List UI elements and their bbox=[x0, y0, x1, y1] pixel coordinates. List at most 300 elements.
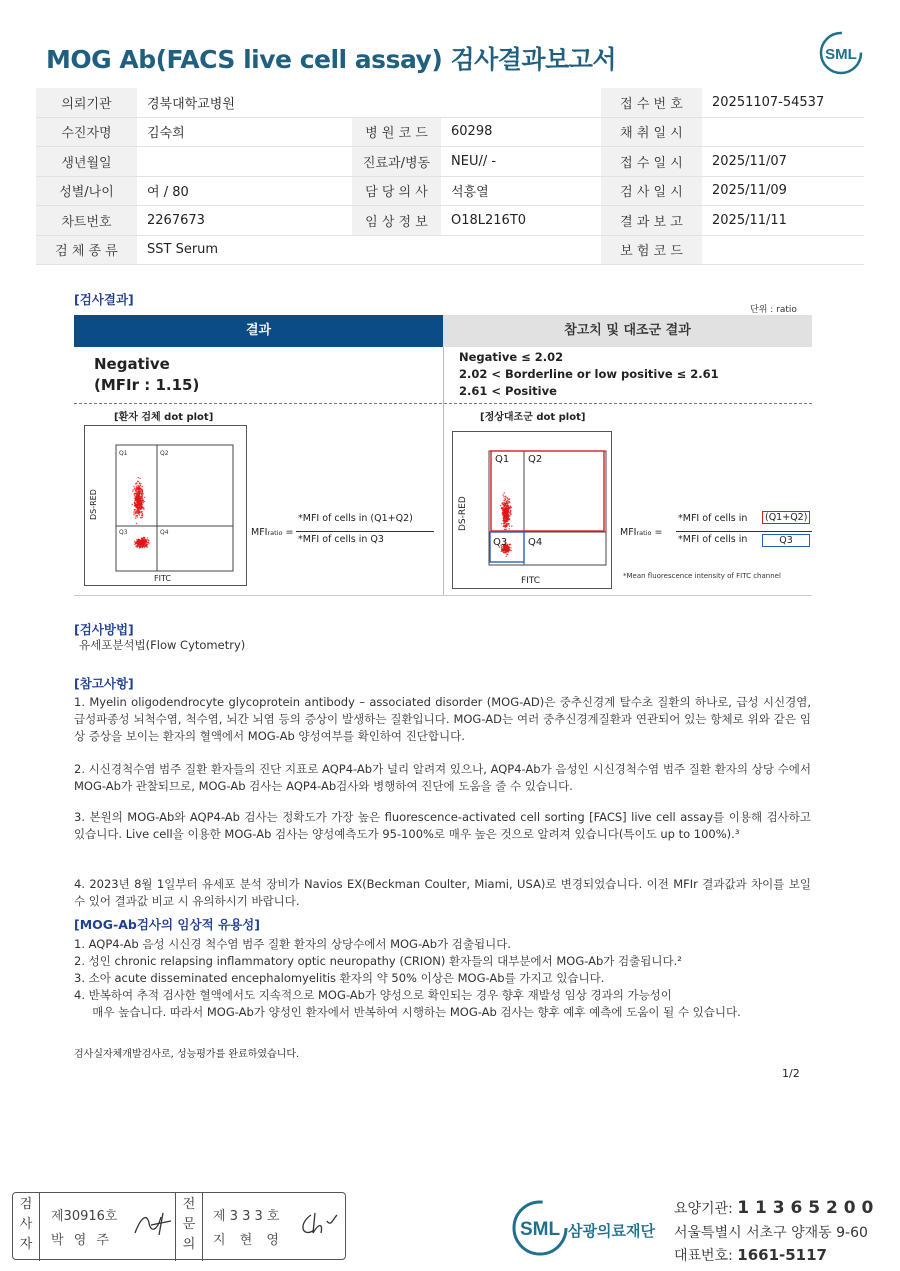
dot bbox=[138, 541, 139, 542]
dot bbox=[136, 539, 137, 540]
dot bbox=[505, 515, 506, 516]
footer-sml-logo bbox=[510, 1198, 570, 1258]
dot bbox=[136, 523, 137, 524]
dot bbox=[507, 551, 508, 552]
q1q2-box: (Q1+Q2) bbox=[762, 511, 810, 524]
dot bbox=[504, 523, 505, 524]
dot bbox=[135, 517, 136, 518]
dashed-divider bbox=[74, 403, 812, 404]
dot bbox=[139, 487, 140, 488]
dot bbox=[508, 550, 509, 551]
quadrant-label-q2: Q2 bbox=[528, 454, 543, 465]
dot bbox=[136, 500, 137, 501]
info-label: 의뢰기관 bbox=[36, 88, 137, 117]
dot bbox=[507, 503, 508, 504]
dot bbox=[142, 507, 143, 508]
dot bbox=[506, 556, 507, 557]
phone-number: 1661-5117 bbox=[737, 1246, 827, 1264]
dot bbox=[142, 495, 143, 496]
dot bbox=[138, 489, 139, 490]
info-value bbox=[441, 235, 601, 265]
dot bbox=[142, 546, 143, 547]
dot bbox=[504, 529, 505, 530]
dot bbox=[511, 550, 512, 551]
dot bbox=[137, 544, 138, 545]
info-label: 검 체 종 류 bbox=[36, 235, 137, 265]
dot bbox=[142, 538, 143, 539]
dot bbox=[142, 499, 143, 500]
info-value: 2025/11/07 bbox=[702, 147, 864, 177]
mfi-label: MFI bbox=[620, 527, 637, 538]
dot bbox=[502, 514, 503, 515]
dot bbox=[503, 504, 504, 505]
dot bbox=[136, 511, 137, 512]
info-label: 접 수 일 시 bbox=[601, 147, 702, 177]
result-value bbox=[94, 354, 199, 396]
quadrant-label-q1: Q1 bbox=[119, 450, 128, 457]
dot bbox=[509, 528, 510, 529]
dot bbox=[136, 547, 137, 548]
info-label bbox=[352, 235, 441, 265]
ratio-subscript: ratio bbox=[267, 529, 283, 537]
fraction-bar bbox=[296, 531, 434, 532]
report-title: MOG Ab(FACS live cell assay) 검사결과보고서 bbox=[46, 45, 617, 74]
dot bbox=[140, 500, 141, 501]
info-value bbox=[441, 88, 601, 117]
label-char: 문 bbox=[182, 1217, 196, 1232]
control-plot-title: [정상대조군 dot plot] bbox=[480, 412, 586, 423]
info-label: 생년월일 bbox=[36, 147, 137, 177]
logo-text: SML bbox=[825, 46, 857, 63]
info-value: 김숙희 bbox=[137, 117, 352, 147]
note-paragraph: 4. 2023년 8월 1일부터 유세포 분석 장비가 Navios EX(Beckman Coulter, Miami, USA)로 변경되었습니다. 이전 MFIr 결과값과 차이를 보일 수 있어 결과값 비교 시 유의하시기 바랍니다. bbox=[74, 877, 811, 908]
info-label: 접 수 번 호 bbox=[601, 88, 702, 117]
reference-line: 2.61 < Positive bbox=[459, 384, 557, 398]
dot bbox=[138, 510, 139, 511]
dot bbox=[135, 509, 136, 510]
info-value: SST Serum bbox=[137, 235, 352, 265]
info-label: 수진자명 bbox=[36, 117, 137, 147]
result-mfir: (MFIr : 1.15) bbox=[94, 376, 200, 394]
dot bbox=[141, 494, 142, 495]
dot bbox=[504, 505, 505, 506]
info-row bbox=[36, 176, 864, 206]
dot bbox=[141, 544, 142, 545]
dot bbox=[139, 494, 140, 495]
dot bbox=[141, 540, 142, 541]
dot bbox=[137, 481, 138, 482]
dot bbox=[502, 502, 503, 503]
patient-formula-numerator: *MFI of cells in (Q1+Q2) bbox=[298, 513, 413, 524]
dot bbox=[132, 504, 133, 505]
utility-item: 2. 성인 chronic relapsing inflammatory optic neuropathy (CRION) 환자들의 대부분에서 MOG-Ab가 검출됩니다.² bbox=[74, 954, 682, 968]
dot bbox=[141, 492, 142, 493]
dot bbox=[135, 503, 136, 504]
dot bbox=[507, 517, 508, 518]
dot bbox=[138, 513, 139, 514]
dot bbox=[510, 507, 511, 508]
dot bbox=[139, 512, 140, 513]
info-value: 석흥열 bbox=[441, 176, 601, 206]
dot bbox=[137, 493, 138, 494]
utility-item: 4. 반복하여 추적 검사한 혈액에서도 지속적으로 MOG-Ab가 양성으로 확인되는 경우 향후 재발성 임상 경과의 가능성이 bbox=[74, 988, 672, 1002]
q3-box: Q3 bbox=[762, 534, 810, 547]
dot bbox=[135, 483, 136, 484]
mfi-label: MFI bbox=[251, 527, 268, 538]
info-row bbox=[36, 147, 864, 177]
dot bbox=[133, 514, 134, 515]
dot bbox=[138, 477, 139, 478]
dot bbox=[503, 507, 504, 508]
quadrant-label-q3: Q3 bbox=[493, 537, 508, 548]
dot bbox=[143, 541, 144, 542]
result-bottom-line bbox=[74, 595, 812, 596]
patient-plot-title: [환자 검체 dot plot] bbox=[114, 412, 214, 423]
utility-heading: [MOG-Ab검사의 임상적 유용성] bbox=[74, 917, 260, 932]
dot bbox=[509, 525, 510, 526]
info-value bbox=[702, 235, 864, 265]
dot bbox=[139, 503, 140, 504]
dot bbox=[138, 539, 139, 540]
dot bbox=[143, 502, 144, 503]
info-value: 60298 bbox=[441, 117, 601, 147]
institution-code: 1 1 3 6 5 2 0 0 bbox=[737, 1198, 874, 1218]
dot bbox=[136, 494, 137, 495]
utility-list bbox=[74, 936, 811, 1021]
patient-info-table bbox=[36, 88, 864, 265]
dot bbox=[136, 505, 137, 506]
dot bbox=[134, 488, 135, 489]
dot bbox=[510, 547, 511, 548]
dot bbox=[139, 483, 140, 484]
dot bbox=[501, 508, 502, 509]
info-value: NEU// - bbox=[441, 147, 601, 177]
tester-signature bbox=[131, 1209, 175, 1239]
dot bbox=[501, 548, 502, 549]
dot bbox=[140, 497, 141, 498]
result-heading: [검사결과] bbox=[74, 292, 134, 307]
dot bbox=[135, 542, 136, 543]
dot bbox=[133, 489, 134, 490]
dot bbox=[510, 512, 511, 513]
dot bbox=[135, 498, 136, 499]
quadrant-label-q4: Q4 bbox=[160, 529, 169, 536]
info-label: 성별/나이 bbox=[36, 176, 137, 206]
dot bbox=[135, 493, 136, 494]
info-label: 검 사 일 시 bbox=[601, 176, 702, 206]
column-divider bbox=[443, 347, 444, 595]
info-label: 담 당 의 사 bbox=[352, 176, 441, 206]
dot bbox=[148, 543, 149, 544]
dot bbox=[136, 497, 137, 498]
specialist-license-no: 제 3 3 3 호 bbox=[213, 1209, 280, 1224]
info-label: 임 상 정 보 bbox=[352, 206, 441, 236]
dot bbox=[137, 516, 138, 517]
dot bbox=[136, 489, 137, 490]
sml-logo bbox=[818, 30, 864, 76]
dot bbox=[503, 552, 504, 553]
utility-item: 매우 높습니다. 따라서 MOG-Ab가 양성인 환자에서 반복하여 시행하는 MOG-Ab 검사는 향후 예후 예측에 도움이 될 수 있습니다. bbox=[74, 1005, 741, 1019]
dot bbox=[504, 492, 505, 493]
label-char: 검 bbox=[19, 1197, 33, 1212]
dot bbox=[504, 509, 505, 510]
dot bbox=[139, 484, 140, 485]
signature-block bbox=[12, 1192, 346, 1260]
note-paragraph: 1. Myelin oligodendrocyte glycoprotein antibody – associated disorder (MOG-AD)은 중추신경계 탈수초 질환의 하나로, 급성 시신경염, 급성파종성 뇌척수염, 척수염, 뇌간 뇌염 등의 증상이 발생하는 질환입니다. MOG-AD는 여러 중추신경계질환과 연관되어 있는 항체로 위와 같은 임상 증상을 보이는 환자의 혈액에서 MOG-Ab 양성여부를 확인하여 진단합니다. bbox=[74, 695, 811, 743]
dot bbox=[139, 544, 140, 545]
page-number: 1/2 bbox=[782, 1067, 800, 1080]
dot bbox=[507, 547, 508, 548]
dot bbox=[509, 502, 510, 503]
dot bbox=[500, 505, 501, 506]
dot bbox=[142, 490, 143, 491]
dot bbox=[147, 537, 148, 538]
unit-label: 단위 : ratio bbox=[750, 305, 797, 315]
patient-dot-plot bbox=[84, 425, 250, 590]
label-char: 의 bbox=[182, 1237, 196, 1252]
info-value: 경북대학교병원 bbox=[137, 88, 352, 117]
organization-name: 삼광의료재단 bbox=[568, 1222, 655, 1240]
dot bbox=[138, 542, 139, 543]
fraction-bar bbox=[676, 531, 812, 532]
dot bbox=[506, 513, 507, 514]
dot bbox=[136, 545, 137, 546]
dot bbox=[142, 492, 143, 493]
dot bbox=[132, 491, 133, 492]
dot bbox=[137, 491, 138, 492]
dot bbox=[136, 496, 137, 497]
dot bbox=[509, 518, 510, 519]
dot bbox=[502, 494, 503, 495]
patient-formula-denominator: *MFI of cells in Q3 bbox=[298, 534, 384, 545]
dot bbox=[147, 539, 148, 540]
reference-column-header: 참고치 및 대조군 결과 bbox=[443, 315, 812, 347]
dot bbox=[138, 492, 139, 493]
dot bbox=[508, 499, 509, 500]
dot bbox=[506, 554, 507, 555]
dot bbox=[138, 499, 139, 500]
ratio-subscript: ratio bbox=[636, 529, 652, 537]
info-row bbox=[36, 206, 864, 236]
code-label: 요양기관: bbox=[674, 1201, 738, 1217]
dot bbox=[503, 518, 504, 519]
dot bbox=[501, 507, 502, 508]
quadrant-label-q4: Q4 bbox=[528, 537, 543, 548]
control-dot-plot bbox=[452, 431, 614, 590]
reference-line: Negative ≤ 2.02 bbox=[459, 350, 564, 364]
dot bbox=[137, 507, 138, 508]
dot bbox=[133, 494, 134, 495]
info-label: 진료과/병동 bbox=[352, 147, 441, 177]
utility-item: 1. AQP4-Ab 음성 시신경 척수염 범주 질환 환자의 상당수에서 MOG-Ab가 검출됩니다. bbox=[74, 937, 511, 951]
dot bbox=[137, 485, 138, 486]
dot bbox=[143, 542, 144, 543]
note-paragraph: 3. 본원의 MOG-Ab와 AQP4-Ab 검사는 정확도가 가장 높은 fluorescence-activated cell sorting [FACS] live cell assay를 이용해 검사하고 있습니다. Live cell을 이용한 MOG-Ab 검사는 양성예측도가 95-100%로 매우 높은 것으로 알려져 있습니다(특이도 up to 100%).³ bbox=[74, 810, 811, 841]
dot bbox=[135, 515, 136, 516]
dot bbox=[144, 497, 145, 498]
dot bbox=[506, 506, 507, 507]
quadrant-label-q1: Q1 bbox=[495, 454, 510, 465]
dot bbox=[508, 511, 509, 512]
control-formula-label: MFIratio = bbox=[620, 527, 663, 538]
phone-line bbox=[674, 1245, 827, 1265]
label-char: 자 bbox=[19, 1237, 33, 1252]
dot bbox=[144, 544, 145, 545]
dot bbox=[506, 497, 507, 498]
quadrant-label-q3: Q3 bbox=[119, 529, 128, 536]
dot bbox=[509, 549, 510, 550]
dot bbox=[505, 496, 506, 497]
dot bbox=[134, 495, 135, 496]
dot bbox=[506, 505, 507, 506]
dot bbox=[506, 500, 507, 501]
info-value: 2025/11/09 bbox=[702, 176, 864, 206]
specialist-signature bbox=[297, 1209, 341, 1239]
y-axis-label: DS-RED bbox=[458, 496, 468, 531]
method-text: 유세포분석법(Flow Cytometry) bbox=[79, 638, 246, 652]
dot bbox=[502, 550, 503, 551]
note-paragraph: 2. 시신경척수염 범주 질환 환자들의 진단 지표로 AQP4-Ab가 널리 알려져 있으나, AQP4-Ab가 음성인 시신경척수염 범주 질환 환자의 상당 수에서 MOG-Ab가 관찰되므로, MOG-Ab 검사는 AQP4-Ab검사와 병행하여 진단에 도움을 줄 수 있습니다. bbox=[74, 762, 811, 793]
dot bbox=[510, 514, 511, 515]
dot bbox=[507, 521, 508, 522]
dot bbox=[504, 525, 505, 526]
dot bbox=[134, 501, 135, 502]
utility-item: 3. 소아 acute disseminated encephalomyelitis 환자의 약 50% 이상은 MOG-Ab를 가지고 있습니다. bbox=[74, 971, 605, 985]
dot bbox=[141, 517, 142, 518]
dot bbox=[510, 544, 511, 545]
mfi-footnote: *Mean fluorescence intensity of FITC channel bbox=[623, 572, 781, 580]
dot bbox=[143, 509, 144, 510]
dot bbox=[505, 552, 506, 553]
dot bbox=[137, 497, 138, 498]
result-column-header: 결과 bbox=[74, 315, 443, 347]
dot bbox=[510, 510, 511, 511]
dot bbox=[134, 541, 135, 542]
info-label bbox=[352, 88, 441, 117]
dot bbox=[506, 549, 507, 550]
institution-code-line bbox=[674, 1198, 873, 1218]
dot bbox=[502, 520, 503, 521]
dot bbox=[507, 515, 508, 516]
dot bbox=[134, 505, 135, 506]
dot bbox=[137, 502, 138, 503]
info-value: 2267673 bbox=[137, 206, 352, 236]
dot bbox=[133, 512, 134, 513]
dot bbox=[504, 510, 505, 511]
dot bbox=[133, 486, 134, 487]
dot bbox=[139, 546, 140, 547]
reference-line: 2.02 < Borderline or low positive ≤ 2.61 bbox=[459, 367, 719, 381]
dot bbox=[504, 518, 505, 519]
specialist-name: 지 현 영 bbox=[213, 1233, 284, 1248]
dot bbox=[140, 542, 141, 543]
dot bbox=[145, 540, 146, 541]
validation-note: 검사실자체개발검사로, 성능평가를 완료하였습니다. bbox=[74, 1049, 300, 1060]
method-heading: [검사방법] bbox=[74, 622, 134, 637]
dot bbox=[139, 488, 140, 489]
control-formula-numerator: *MFI of cells in bbox=[678, 513, 748, 524]
address: 서울특별시 서초구 양재동 9-60 bbox=[674, 1225, 868, 1241]
info-value: 20251107-54537 bbox=[702, 88, 864, 117]
dot bbox=[138, 505, 139, 506]
dot bbox=[505, 499, 506, 500]
dot bbox=[140, 483, 141, 484]
info-value: 여 / 80 bbox=[137, 176, 352, 206]
dot bbox=[140, 540, 141, 541]
info-value: O18L216T0 bbox=[441, 206, 601, 236]
y-axis-label: DS-RED bbox=[89, 489, 98, 520]
specialist-label bbox=[175, 1193, 203, 1261]
dot bbox=[142, 513, 143, 514]
dot bbox=[135, 500, 136, 501]
dot bbox=[144, 545, 145, 546]
dot bbox=[511, 525, 512, 526]
dot bbox=[142, 547, 143, 548]
info-label: 결 과 보 고 bbox=[601, 206, 702, 236]
dot bbox=[502, 513, 503, 514]
info-value bbox=[702, 117, 864, 147]
info-row bbox=[36, 88, 864, 117]
phone-label: 대표번호: bbox=[674, 1248, 738, 1264]
control-formula-denominator: *MFI of cells in bbox=[678, 534, 748, 545]
dot bbox=[145, 542, 146, 543]
info-label: 채 취 일 시 bbox=[601, 117, 702, 147]
reference-ranges bbox=[459, 349, 719, 400]
info-label: 차트번호 bbox=[36, 206, 137, 236]
dot bbox=[137, 541, 138, 542]
dot bbox=[505, 519, 506, 520]
dot bbox=[504, 503, 505, 504]
info-value bbox=[137, 147, 352, 177]
dot bbox=[506, 510, 507, 511]
dot bbox=[501, 523, 502, 524]
quadrant-label-q2: Q2 bbox=[160, 450, 169, 457]
dot bbox=[510, 506, 511, 507]
notes-heading: [참고사항] bbox=[74, 676, 134, 691]
dot bbox=[503, 549, 504, 550]
dot bbox=[144, 501, 145, 502]
info-label: 병 원 코 드 bbox=[352, 117, 441, 147]
result-negative: Negative bbox=[94, 355, 170, 373]
dot bbox=[142, 486, 143, 487]
label-char: 전 bbox=[182, 1197, 196, 1212]
dot bbox=[505, 529, 506, 530]
dot bbox=[506, 550, 507, 551]
info-row bbox=[36, 235, 864, 265]
info-value: 2025/11/11 bbox=[702, 206, 864, 236]
dot bbox=[139, 478, 140, 479]
dot bbox=[508, 505, 509, 506]
dot bbox=[509, 508, 510, 509]
patient-formula-label: MFIratio = bbox=[251, 527, 294, 538]
info-label: 보 험 코 드 bbox=[601, 235, 702, 265]
dot bbox=[139, 497, 140, 498]
x-axis-label: FITC bbox=[521, 576, 541, 586]
dot bbox=[140, 508, 141, 509]
x-axis-label: FITC bbox=[154, 574, 171, 583]
info-row bbox=[36, 117, 864, 147]
dot bbox=[508, 508, 509, 509]
dot bbox=[507, 507, 508, 508]
dot bbox=[140, 499, 141, 500]
dot bbox=[503, 526, 504, 527]
tester-name: 박 영 주 bbox=[51, 1233, 112, 1248]
dot bbox=[503, 496, 504, 497]
label-char: 사 bbox=[19, 1217, 33, 1232]
dot bbox=[508, 510, 509, 511]
dot bbox=[507, 523, 508, 524]
dot bbox=[141, 511, 142, 512]
